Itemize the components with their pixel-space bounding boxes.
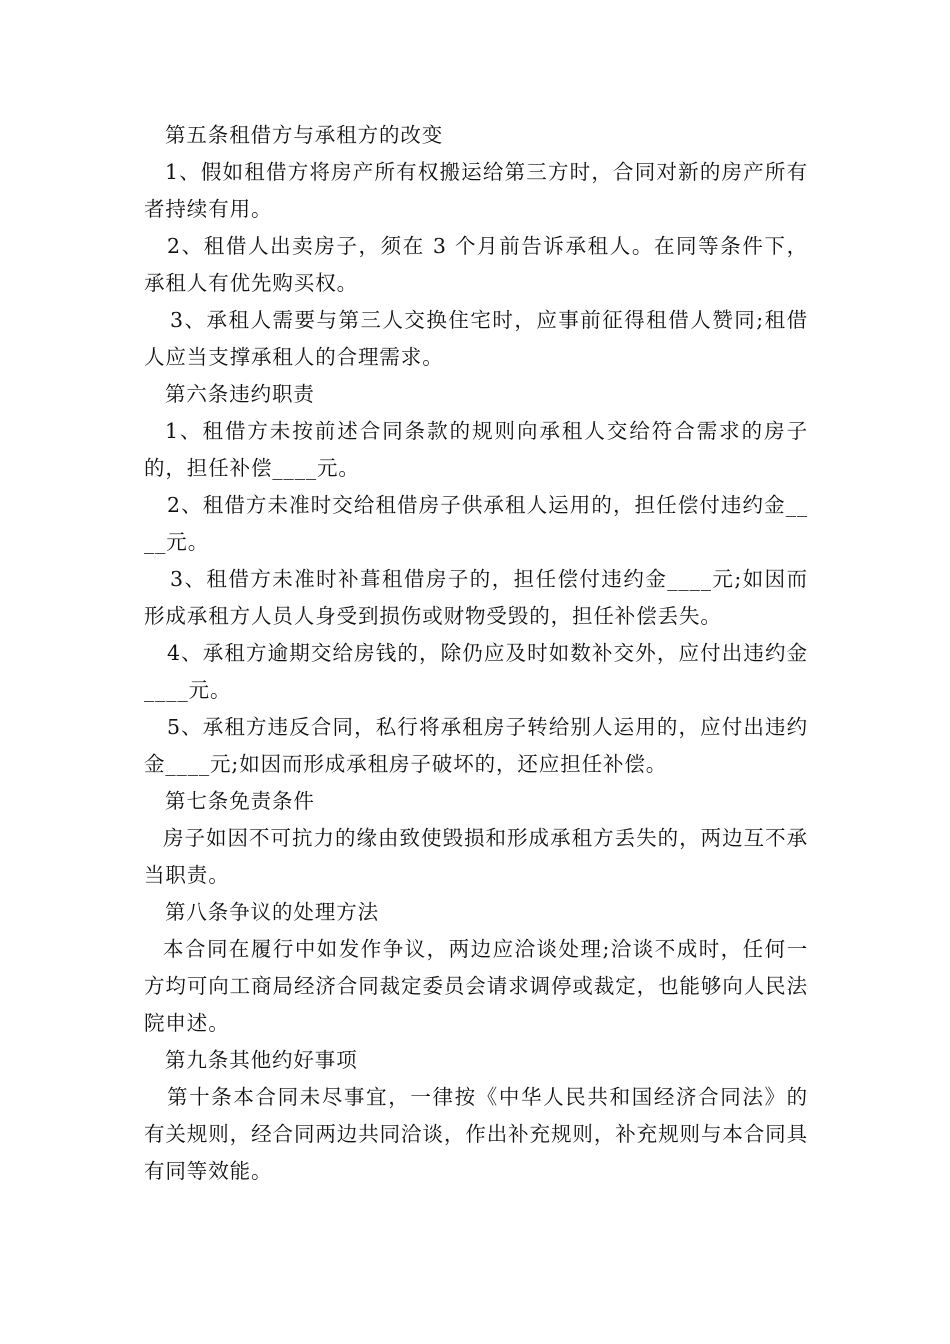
article-6-item-5: 5、承租方违反合同，私行将承租房子转给别人运用的，应付出违约金____元;如因而形成承租房子破坏的，还应担任补偿。: [144, 715, 808, 776]
article-6-heading: 第六条违约职责: [165, 382, 315, 406]
article-6-item-3: 3、租借方未准时补葺租借房子的，担任偿付违约金____元;如因而形成承租方人员人身受到损伤或财物受毁的，担任补偿丢失。: [144, 567, 808, 628]
article-7-heading: 第七条免责条件: [165, 789, 315, 813]
article-9-heading: 第九条其他约好事项: [165, 1048, 358, 1072]
article-8-body: 本合同在履行中如发作争议，两边应洽谈处理;洽谈不成时，任何一方均可向工商局经济合同裁定委员会请求调停或裁定，也能够向人民法院申述。: [144, 937, 808, 1035]
article-7-body: 房子如因不可抗力的缘由致使毁损和形成承租方丢失的，两边互不承当职责。: [144, 826, 808, 887]
document-body: [144, 117, 808, 1190]
article-5-item-2: 2、租借人出卖房子，须在 3 个月前告诉承租人。在同等条件下，承租人有优先购买权。: [144, 234, 808, 295]
article-8-heading: 第八条争议的处理方法: [165, 900, 379, 924]
article-6-item-2: 2、租借方未准时交给租借房子供承租人运用的，担任偿付违约金____元。: [144, 493, 808, 554]
article-5-item-1: 1、假如租借方将房产所有权搬运给第三方时，合同对新的房产所有者持续有用。: [144, 160, 808, 221]
article-5-item-3: 3、承租人需要与第三人交换住宅时，应事前征得租借人赞同;租借人应当支撑承租人的合理需求。: [144, 308, 808, 369]
article-5-heading: 第五条租借方与承租方的改变: [165, 123, 444, 147]
article-6-item-1: 1、租借方未按前述合同条款的规则向承租人交给符合需求的房子的，担任补偿____元。: [144, 419, 808, 480]
article-10-body: 第十条本合同未尽事宜，一律按《中华人民共和国经济合同法》的有关规则，经合同两边共同洽谈，作出补充规则，补充规则与本合同具有同等效能。: [144, 1085, 808, 1183]
article-6-item-4: 4、承租方逾期交给房钱的，除仍应及时如数补交外，应付出违约金____元。: [144, 641, 808, 702]
